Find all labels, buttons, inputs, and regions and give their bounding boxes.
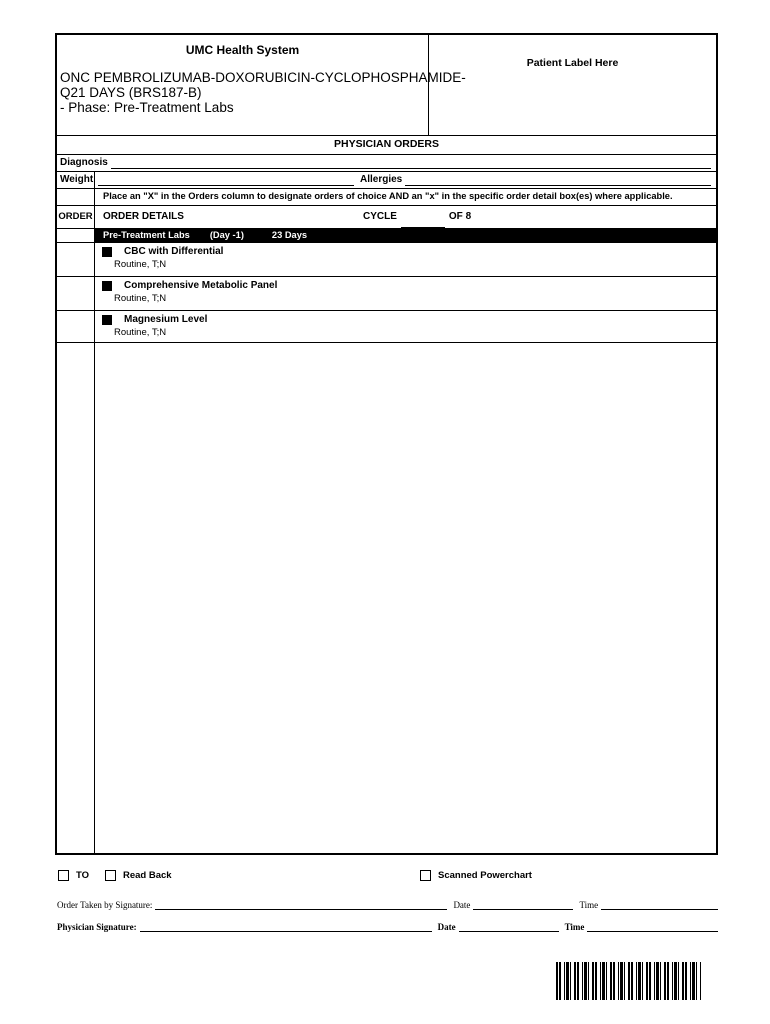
diagnosis-field-line[interactable] (111, 164, 711, 169)
order-taken-signature-line[interactable] (155, 906, 447, 910)
protocol-line-1: ONC PEMBROLIZUMAB-DOXORUBICIN-CYCLOPHOSPHAMIDE- (60, 70, 466, 85)
cycle-number-line[interactable] (401, 216, 445, 228)
date-line[interactable] (473, 906, 573, 910)
date-label: Date (453, 900, 471, 910)
scanned-powerchart-label: Scanned Powerchart (438, 870, 532, 881)
patient-label-box (429, 35, 716, 135)
time-line[interactable] (601, 906, 718, 910)
order-body (95, 311, 716, 342)
details-column-header-cell (95, 206, 716, 228)
physician-signature-row (57, 921, 718, 933)
facility-name: UMC Health System (185, 43, 300, 57)
order-mark-cell[interactable] (57, 311, 95, 342)
instructions-left-spacer (57, 189, 95, 205)
order-name: Magnesium Level (124, 314, 208, 325)
order-checkbox[interactable] (102, 247, 112, 257)
diagnosis-row (57, 154, 716, 171)
time-line[interactable] (587, 928, 718, 932)
physician-orders-form (55, 33, 718, 855)
section-duration: 23 Days (271, 230, 308, 240)
patient-label-text: Patient Label Here (526, 57, 619, 69)
instructions-text: Place an "X" in the Orders column to designate orders of choice AND an "x" in the specific order detail box(es) where applicable. (103, 191, 673, 201)
weight-label: Weight (57, 172, 95, 188)
cycle-of-label: OF 8 (448, 211, 472, 222)
column-header-row (57, 205, 716, 228)
diagnosis-label: Diagnosis (60, 157, 108, 168)
order-row (57, 242, 716, 276)
read-back-checkbox[interactable] (105, 870, 116, 881)
order-column-spacer (57, 343, 95, 853)
date-label: Date (437, 922, 456, 932)
section-title: Pre-Treatment Labs (103, 230, 190, 240)
form-title: PHYSICIAN ORDERS (57, 135, 716, 154)
protocol-line-3: - Phase: Pre-Treatment Labs (60, 100, 234, 115)
form-header-row (57, 35, 716, 135)
allergies-label: Allergies (360, 174, 403, 185)
weight-allergies-row (57, 171, 716, 188)
order-name: CBC with Differential (124, 246, 224, 257)
order-body (95, 277, 716, 310)
time-label: Time (564, 922, 585, 932)
order-taken-signature-label: Order Taken by Signature: (57, 900, 153, 910)
section-bar (95, 229, 716, 242)
order-taken-signature-row (57, 899, 718, 911)
order-mark-cell[interactable] (57, 277, 95, 310)
order-column-header: ORDER (57, 206, 95, 228)
section-bar-row (57, 228, 716, 242)
time-label: Time (579, 900, 599, 910)
read-back-label: Read Back (123, 870, 172, 881)
order-row (57, 276, 716, 310)
order-checkbox[interactable] (102, 315, 112, 325)
allergies-field-line[interactable] (405, 181, 711, 186)
order-detail: Routine, T;N (114, 293, 167, 304)
blank-orders-area (57, 342, 716, 853)
physician-signature-line[interactable] (140, 928, 432, 932)
order-detail: Routine, T;N (114, 327, 167, 338)
header-left-cell (57, 35, 466, 135)
order-body (95, 243, 716, 276)
to-checkbox[interactable] (58, 870, 69, 881)
order-row (57, 310, 716, 342)
instructions-row (57, 188, 716, 205)
order-checkbox[interactable] (102, 281, 112, 291)
to-label: TO (76, 870, 90, 881)
footer-checkboxes (0, 870, 770, 884)
protocol-title (57, 70, 466, 115)
section-bar-left-spacer (57, 229, 95, 242)
cycle-label: CYCLE (363, 211, 397, 222)
weight-field-line[interactable] (98, 181, 354, 186)
order-detail: Routine, T;N (114, 259, 167, 270)
protocol-line-2: Q21 DAYS (BRS187-B) (60, 85, 202, 100)
date-line[interactable] (459, 928, 559, 932)
cycle-field (363, 206, 471, 228)
barcode (556, 962, 701, 1000)
order-name: Comprehensive Metabolic Panel (124, 280, 278, 291)
details-column-header: ORDER DETAILS (103, 211, 184, 222)
scanned-powerchart-checkbox[interactable] (420, 870, 431, 881)
physician-signature-label: Physician Signature: (57, 922, 137, 932)
details-column-spacer (95, 343, 716, 853)
scanned-powerchart-checkbox-group (420, 870, 532, 881)
section-day: (Day -1) (209, 230, 244, 240)
order-mark-cell[interactable] (57, 243, 95, 276)
to-checkbox-group (58, 870, 89, 881)
read-back-checkbox-group (105, 870, 172, 881)
